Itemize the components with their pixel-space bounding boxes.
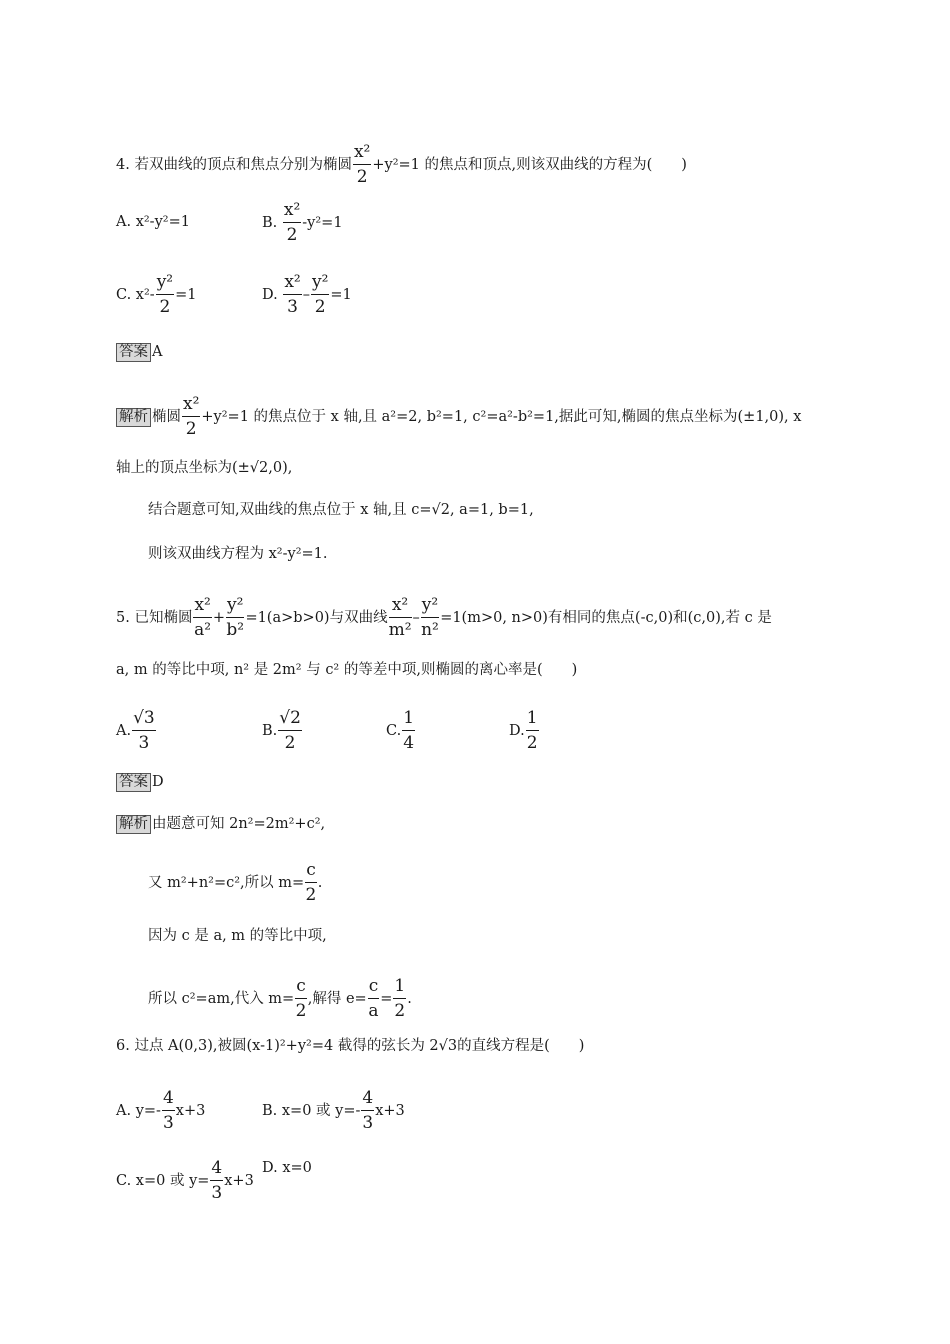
q5-option-c bbox=[386, 708, 416, 754]
q5-fraction-x2m2 bbox=[389, 594, 412, 640]
q5-answer bbox=[116, 772, 164, 792]
fraction-numerator: x² bbox=[193, 594, 211, 618]
option-label: A. bbox=[116, 723, 132, 739]
answer-value: A bbox=[152, 344, 163, 360]
q4-stem bbox=[116, 142, 687, 188]
q5-analysis-fraction-c2b bbox=[295, 975, 307, 1021]
analysis-text: +y²=1 的焦点位于 x 轴,且 a²=2, b²=1, c²=a²-b²=1,据此可知,椭圆的焦点坐标为(±1,0), x bbox=[201, 409, 802, 425]
q5-analysis-line4: 所以 c²=am,代入 m= $\frac{c}{2}$ ,解得 e= $\frac{c}{a}$ = $\frac{1}{2}$ . bbox=[148, 976, 412, 1021]
q4-d-fraction-1 bbox=[283, 271, 301, 317]
fraction-denominator: 3 bbox=[138, 733, 150, 753]
analysis-text: 由题意可知 2n²=2m²+c², bbox=[152, 816, 326, 832]
q5-c-fraction bbox=[402, 707, 415, 753]
q5-option-a bbox=[116, 708, 157, 754]
fraction-numerator: 1 bbox=[393, 975, 406, 999]
analysis-text: = bbox=[380, 991, 393, 1007]
option-tail: x+3 bbox=[375, 1103, 405, 1119]
q5-analysis-line2: 又 m²+n²=c²,所以 m= $\frac{c}{2}$ . bbox=[148, 860, 323, 905]
q6-b-fraction bbox=[361, 1087, 374, 1133]
q5-fraction-y2b2 bbox=[226, 594, 244, 640]
q4-option-b bbox=[262, 200, 343, 246]
q5-stem-part-c: =1(m>0, n>0)有相同的焦点(-c,0)和(c,0),若 c 是 bbox=[440, 610, 772, 626]
q5-stem: 5. 已知椭圆 $\frac{\text{x²}}{\text{a²}}$ + $\frac{\text{y²}}{\text{b²}}$ =1(a>b>0)与双曲线 $\frac{\text{x²}}{\text{m²}}$ – $\frac{\text{y²}}{\text{n²}}$ =1(m>0, n>0)有相同的焦点(-c,0)和(c,0),若 c 是 bbox=[116, 595, 772, 640]
q5-analysis-line3: 因为 c 是 a, m 的等比中项, bbox=[148, 928, 327, 944]
fraction-denominator: 2 bbox=[305, 885, 317, 905]
fraction-denominator: 2 bbox=[284, 733, 296, 753]
q4-stem-part-a: 4. 若双曲线的顶点和焦点分别为椭圆 bbox=[116, 157, 352, 173]
option-label: C. x=0 或 y= bbox=[116, 1173, 210, 1189]
fraction-denominator: 4 bbox=[403, 733, 415, 753]
q6-option-d: D. x=0 bbox=[262, 1160, 312, 1176]
fraction-numerator: 1 bbox=[526, 707, 539, 731]
q4-option-a: A. x²-y²=1 bbox=[116, 214, 190, 230]
analysis-text: 椭圆 bbox=[152, 409, 181, 425]
q4-option-c bbox=[116, 272, 196, 318]
q5-analysis-fraction-half bbox=[393, 975, 406, 1021]
q5-b-fraction bbox=[278, 707, 302, 753]
answer-tag: 答案 bbox=[116, 343, 151, 362]
analysis-tag: 解析 bbox=[116, 815, 151, 834]
q5-analysis-fraction-ca bbox=[368, 975, 380, 1021]
q5-analysis-line1 bbox=[116, 814, 325, 834]
fraction-numerator: c bbox=[368, 975, 380, 999]
q4-stem-fraction bbox=[353, 141, 371, 187]
fraction-denominator: b² bbox=[226, 620, 245, 640]
fraction-numerator: 4 bbox=[210, 1157, 223, 1181]
fraction-numerator: x² bbox=[283, 271, 301, 295]
q5-stem-part-a: 5. 已知椭圆 bbox=[116, 610, 193, 626]
q5-stem-part-b: =1(a>b>0)与双曲线 bbox=[245, 610, 388, 626]
option-tail: =1 bbox=[330, 287, 352, 303]
q4-analysis-fraction bbox=[182, 393, 200, 439]
q4-analysis-line3: 结合题意可知,双曲线的焦点位于 x 轴,且 c=√2, a=1, b=1, bbox=[148, 502, 534, 518]
option-tail: -y²=1 bbox=[302, 215, 343, 231]
q6-a-fraction bbox=[162, 1087, 175, 1133]
option-label: B. x=0 或 y=- bbox=[262, 1103, 361, 1119]
fraction-numerator: y² bbox=[156, 271, 174, 295]
q4-analysis-line1 bbox=[116, 394, 801, 440]
q5-stem-line2: a, m 的等比中项, n² 是 2m² 与 c² 的等差中项,则椭圆的离心率是( ) bbox=[116, 662, 578, 678]
fraction-numerator: y² bbox=[421, 594, 439, 618]
fraction-numerator: 4 bbox=[361, 1087, 374, 1111]
answer-tag: 答案 bbox=[116, 773, 151, 792]
q5-option-b bbox=[262, 708, 303, 754]
q4-analysis-line4: 则该双曲线方程为 x²-y²=1. bbox=[148, 546, 328, 562]
option-label: B. bbox=[262, 723, 278, 739]
fraction-denominator: 2 bbox=[185, 419, 197, 439]
option-label: B. bbox=[262, 215, 278, 231]
analysis-text: 所以 c²=am,代入 m= bbox=[148, 991, 295, 1007]
q6-option-a bbox=[116, 1088, 205, 1134]
fraction-numerator: x² bbox=[182, 393, 200, 417]
q4-analysis-line2: 轴上的顶点坐标为(±√2,0), bbox=[116, 460, 293, 476]
fraction-denominator: 2 bbox=[356, 167, 368, 187]
q5-fraction-y2n2 bbox=[421, 594, 439, 640]
q5-a-fraction bbox=[132, 707, 156, 753]
fraction-denominator: 2 bbox=[394, 1001, 406, 1021]
fraction-numerator: 1 bbox=[402, 707, 415, 731]
option-label: D. bbox=[509, 723, 525, 739]
fraction-denominator: 2 bbox=[286, 225, 298, 245]
q4-stem-part-b: +y²=1 的焦点和顶点,则该双曲线的方程为( ) bbox=[372, 157, 687, 173]
fraction-denominator: 3 bbox=[362, 1113, 374, 1133]
fraction-numerator: 4 bbox=[162, 1087, 175, 1111]
q4-answer bbox=[116, 342, 162, 362]
q4-b-fraction bbox=[283, 199, 301, 245]
analysis-tag: 解析 bbox=[116, 408, 151, 427]
fraction-denominator: n² bbox=[421, 620, 439, 640]
fraction-numerator: x² bbox=[389, 594, 412, 618]
fraction-numerator: y² bbox=[311, 271, 329, 295]
fraction-denominator: 3 bbox=[287, 297, 298, 317]
analysis-text: ,解得 e= bbox=[307, 991, 367, 1007]
option-label: C. x²- bbox=[116, 287, 155, 303]
fraction-numerator: y² bbox=[226, 594, 244, 618]
option-label: A. y=- bbox=[116, 1103, 161, 1119]
fraction-numerator: c bbox=[305, 859, 317, 883]
fraction-denominator: 2 bbox=[295, 1001, 307, 1021]
fraction-denominator: 2 bbox=[159, 297, 171, 317]
q5-d-fraction bbox=[526, 707, 539, 753]
fraction-numerator: √3 bbox=[132, 707, 156, 731]
fraction-numerator: c bbox=[295, 975, 307, 999]
option-tail: x+3 bbox=[175, 1103, 206, 1119]
analysis-text: 又 m²+n²=c²,所以 m= bbox=[148, 875, 305, 891]
fraction-numerator: x² bbox=[353, 141, 371, 165]
option-label: D. bbox=[262, 287, 278, 303]
answer-value: D bbox=[152, 774, 164, 790]
fraction-numerator: √2 bbox=[278, 707, 302, 731]
q6-option-c bbox=[116, 1158, 254, 1204]
q4-option-d: D. $\frac{\text{x²}}{3}$ – $\frac{\text{y²}}{2}$ =1 bbox=[262, 272, 352, 317]
fraction-denominator: a² bbox=[194, 620, 212, 640]
fraction-numerator: x² bbox=[283, 199, 301, 223]
q4-d-fraction-2 bbox=[311, 271, 329, 317]
q6-option-b bbox=[262, 1088, 405, 1134]
option-tail: x+3 bbox=[224, 1173, 254, 1189]
fraction-denominator: 3 bbox=[211, 1183, 223, 1203]
q6-c-fraction bbox=[210, 1157, 223, 1203]
fraction-denominator: 2 bbox=[526, 733, 538, 753]
fraction-denominator: 2 bbox=[314, 297, 326, 317]
q5-fraction-x2a2 bbox=[193, 594, 211, 640]
fraction-denominator: m² bbox=[388, 620, 412, 640]
option-label: C. bbox=[386, 723, 402, 739]
q5-option-d bbox=[509, 708, 540, 754]
q6-stem: 6. 过点 A(0,3),被圆(x-1)²+y²=4 截得的弦长为 2√3的直线方程是( ) bbox=[116, 1038, 585, 1054]
q5-analysis-fraction-c2 bbox=[305, 859, 317, 905]
option-tail: =1 bbox=[175, 287, 197, 303]
fraction-denominator: 3 bbox=[162, 1113, 174, 1133]
fraction-denominator: a bbox=[368, 1001, 379, 1021]
q4-c-fraction bbox=[156, 271, 174, 317]
